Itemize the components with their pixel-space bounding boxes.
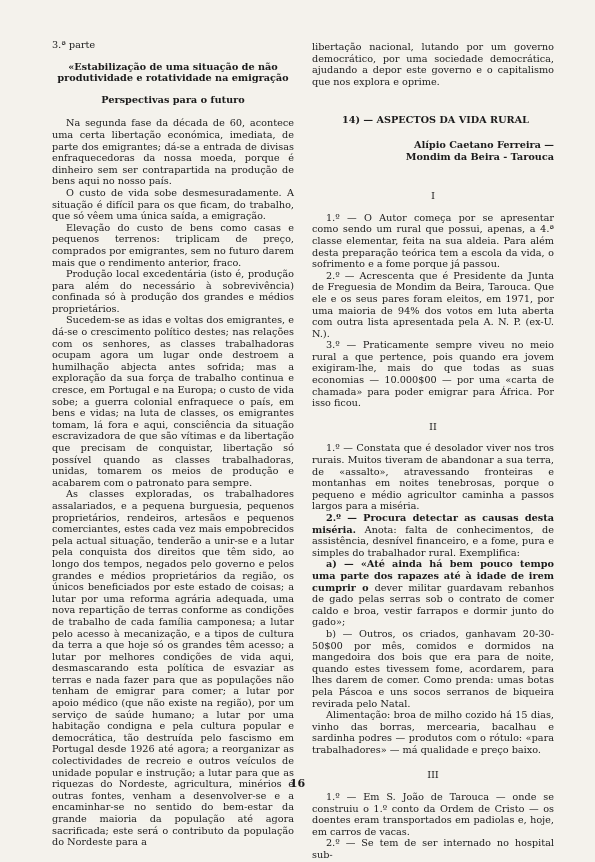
- paragraph: 2.º — Se tem de ser internado no hospital sub-: [312, 838, 554, 862]
- author-place: Mondim da Beira - Tarouca: [405, 151, 554, 163]
- paragraph-text: Anota: falta de conhecimentos, de assistência, desnível financeiro, e a fome, pura e simples do trabalhador rural. Exemplifica:: [312, 524, 554, 559]
- paragraph: [312, 513, 554, 559]
- section-heading: Perspectivas para o futuro: [101, 94, 245, 106]
- section-numeral: II: [429, 421, 437, 433]
- paragraph: [312, 559, 554, 629]
- section-numeral: III: [427, 770, 439, 782]
- paragraph: Produção local excedentária (isto é, produção para além do necessário à sobrevivência) confinada só à produção dos grandes e médios proprietários.: [52, 269, 294, 315]
- paragraph: O custo de vida sobe desmesuradamente. A situação é difícil para os que ficam, do trabalho, que só vêem uma única saída, a emigração.: [52, 187, 294, 223]
- paragraph: As classes exploradas, os trabalhadores assalariados, e a pequena burguesia, pequenos proprietários, rendeiros, artesãos e pequenos comerciantes, estes cada vez mais empobrecidos pela actual situação, tenderão a unir-se e a lutar pela conquista dos direitos que têm sido, ao longo dos tempos, negados pelo governo e pelos grandes e médios proprietários da região, os únicos beneficiados por este estado de coisas; a lutar por uma reforma agrária adequada, uma nova repartição de terras conforme as condições de trabalho de cada família camponesa; a lutar pelo acesso à mecanização, e a tipos de cultura da terra a que hoje só os grandes têm acesso; a lutar por melhores condições de vida aqui, desmascarando esta política de esvaziar as terras e nada fazer para que as populações não tenham de emigrar para comer; a lutar por apoio médico (que não existe na região), por um serviço de saúde humano; a lutar por uma habitação condigna e pela cultura popular e democrática, tão destruída pelo fascismo em Portugal desde 1926 até agora; a reorganizar as colectividades de recreio e outros veículos de unidade popular e instrução; a lutar para que as riquezas do Nordeste, agricultura, minérios e outras fontes, venham a desenvolver-se e a encaminhar-se no sentido do bem-estar da grande maioria da população até agora sacrificada; este será o contributo da população do Nordeste para a: [52, 489, 294, 849]
- section-numeral: I: [431, 191, 435, 203]
- paragraph: 1.º — Em S. João de Tarouca — onde se construiu o 1.º conto da Ordem de Cristo — os doentes eram transportados em padiolas e, hoje, em carros de vacas.: [312, 792, 554, 838]
- paragraph: 1.º — O Autor começa por se apresentar como sendo um rural que possui, apenas, a 4.ª classe elementar, feita na sua aldeia. Para além desta preparação teórica tem a escola da vida, o sofrimento e a fome porque já passou.: [312, 212, 554, 271]
- paragraph: 3.º — Praticamente sempre viveu no meio rural a que pertence, pois quando era jovem exigiram-lhe, mais do que todas as suas economias — 10.000$00 — por uma «carta de chamada» para poder emigrar para África. Por isso ficou.: [312, 340, 554, 410]
- paragraph: Alimentação: broa de milho cozido há 15 dias, vinho das borras, mercearia, bacalhau e sardinha podres — produtos com o rótulo: «para trabalhadores» — má qualidade e preço baixo.: [312, 710, 554, 756]
- left-column: [52, 40, 294, 849]
- part-label: 3.ª parte: [52, 40, 96, 51]
- author-name: Alípio Caetano Ferreira —: [414, 139, 554, 151]
- paragraph: Na segunda fase da década de 60, acontece uma certa libertação económica, imediata, de parte dos emigrantes; dá-se a entrada de divisas enfraquecedoras da nossa moeda, porque é dinheiro sem ser contrapartida na produção de bens aqui no nosso país.: [52, 118, 294, 188]
- continuation-paragraph: libertação nacional, lutando por um governo democrático, por uma sociedade democrática, ajudando a depor este governo e o capitalismo que nos explora e oprime.: [312, 42, 554, 88]
- bold-lead: a) — «Até ainda há bem pouco tempo uma parte dos rapazes até à idade de irem cumprir o: [312, 559, 554, 594]
- paragraph: 2.º — Acrescenta que é Presidente da Junta de Freguesia de Mondim da Beira, Tarouca. Que ele e os seus pares foram eleitos, em 1971, por uma maioria de 94% dos votos em luta aberta com outra lista apresentada pela A. N. P. (ex-U. N.).: [312, 270, 554, 340]
- chapter-subtitle: «Estabilização de uma situação de não produtividade e rotatividade na emigração: [57, 61, 289, 85]
- paragraph: Elevação do custo de bens como casas e pequenos terrenos: triplicam de preço, comprados por emigrantes, sem no futuro darem mais que o rendimento anterior, fraco.: [52, 222, 294, 269]
- paragraph: b) — Outros, os criados, ganhavam 20-30-50$00 por mês, comidos e dormidos na mangedoira dos bois que era para de noite, quando estes tivessem fome, acordarem, para lhes darem de comer. Como prenda: umas botas pela Páscoa e uns socos serranos de biqueira revirada pelo Natal.: [312, 628, 554, 710]
- bold-lead: 2.º — Procura detectar as causas desta miséria.: [312, 513, 554, 536]
- paragraph-text: dever militar guardavam rebanhos de gado pelas serras sob o contrato de comer caldo e broa, vestir farrapos e dormir junto do gado»;: [312, 582, 554, 629]
- article-title: 14) — ASPECTOS DA VIDA RURAL: [342, 115, 529, 127]
- paragraph: 1.º — Constata que é desolador viver nos tros rurais. Muitos tiveram de abandonar a sua terra, de «assalto», atravessando fronteiras e montanhas em noites tenebrosas, porque o pequeno e médio agricultor caminha a passos largos para a miséria.: [312, 443, 554, 513]
- author-block: [312, 140, 554, 163]
- right-column: [312, 42, 554, 862]
- paragraph: Sucedem-se as idas e voltas dos emigrantes, e dá-se o crescimento político destes; nas relações com os senhores, as classes trabalhadoras ocupam agora um lugar onde destroem a humilhação abjecta antes sofrida; mas a exploração da sua força de trabalho continua e cresce, em Portugal e na Europa; o custo de vida sobe; a guerra colonial enfraquece o país, em bens e vidas; na luta de classes, os emigrantes tomam, lá fora e aqui, consciência da situação escravizadora de que são vítimas e da libertação que precisam de conquistar, libertação só possível quando as classes trabalhadoras, unidas, tomarem os meios de produção e acabarem com o patronato para sempre.: [52, 315, 294, 489]
- page-number: 16: [289, 777, 306, 790]
